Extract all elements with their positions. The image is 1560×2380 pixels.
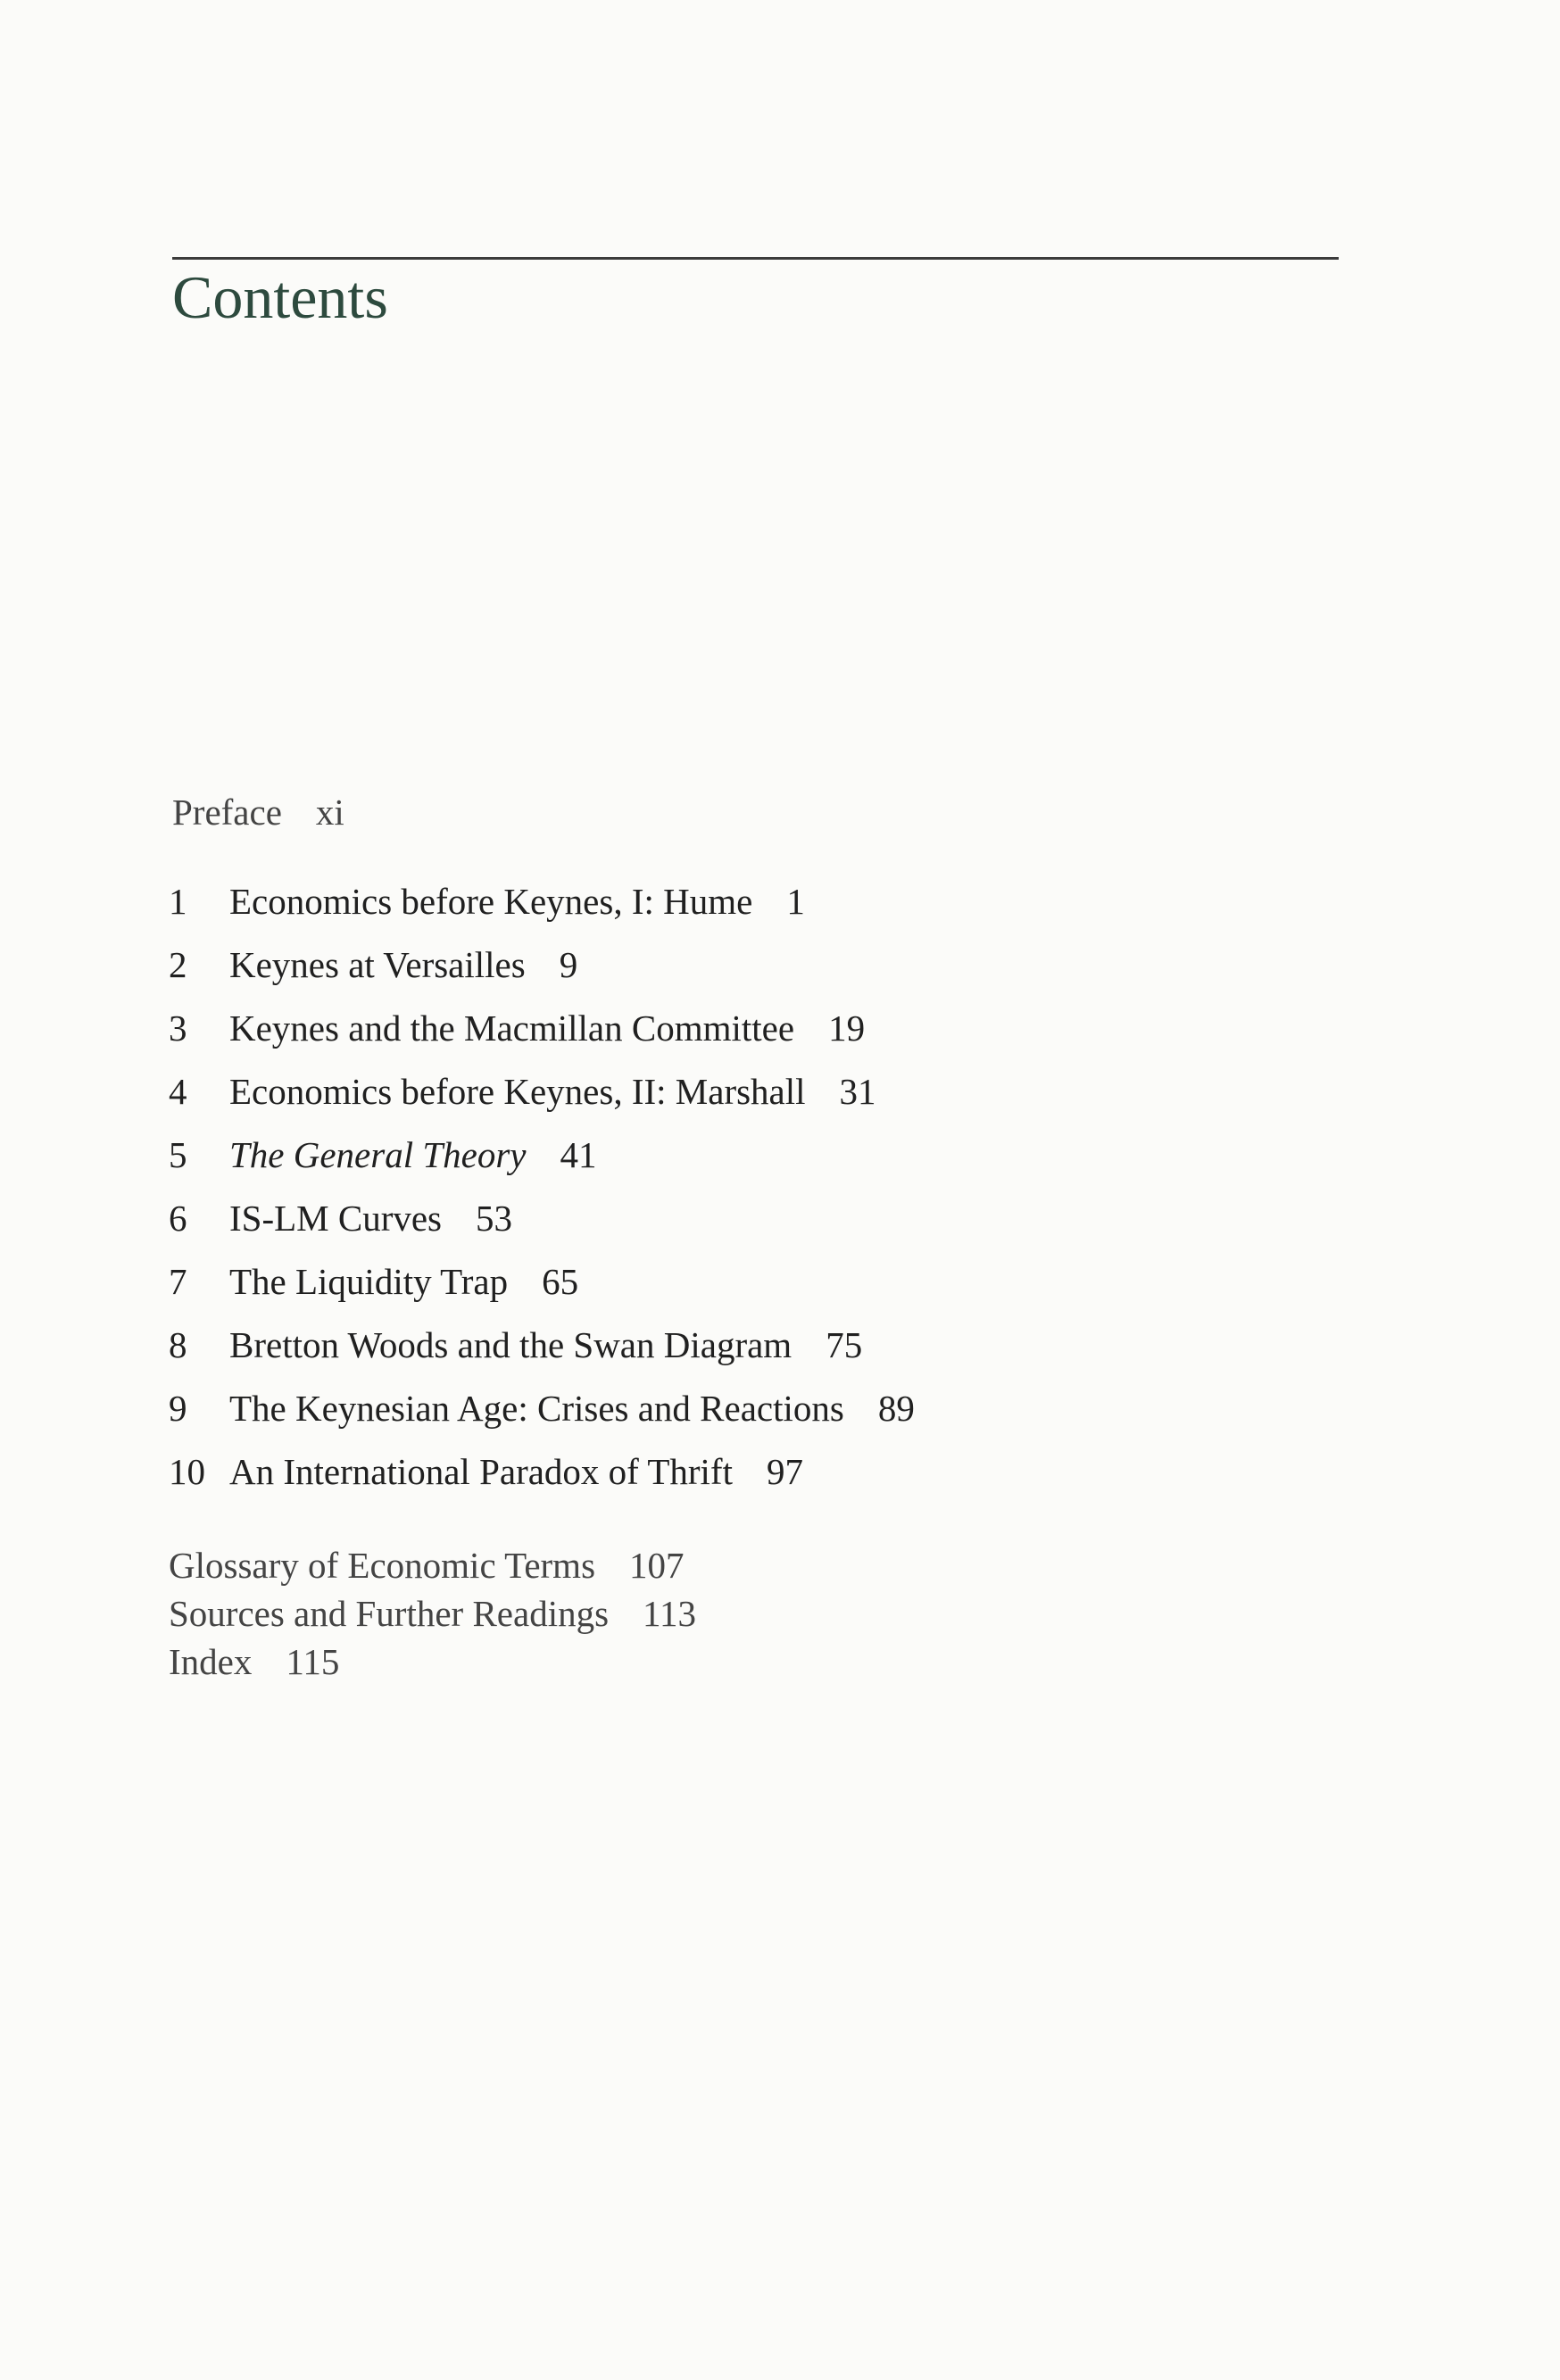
chapter-title: Keynes at Versailles <box>229 944 526 985</box>
toc-chapter <box>169 1318 915 1381</box>
chapter-number: 2 <box>169 944 187 985</box>
toc-chapter <box>169 1001 915 1065</box>
chapter-title: Economics before Keynes, II: Marshall <box>229 1071 806 1112</box>
page-title: Contents <box>172 263 388 331</box>
chapter-page: 75 <box>826 1324 863 1365</box>
toc-chapter <box>169 938 915 1001</box>
toc-chapter <box>169 1381 915 1445</box>
chapter-number: 5 <box>169 1134 187 1175</box>
back-matter-list <box>169 1542 696 1687</box>
chapter-number: 9 <box>169 1388 187 1429</box>
chapter-number: 4 <box>169 1071 187 1112</box>
toc-front-matter <box>172 785 344 839</box>
chapter-title: Keynes and the Macmillan Committee <box>229 1008 795 1049</box>
chapter-number: 8 <box>169 1324 187 1365</box>
chapter-page: 9 <box>559 944 578 985</box>
back-item-label: Index <box>169 1641 253 1682</box>
chapter-page: 41 <box>560 1134 597 1175</box>
chapter-number: 6 <box>169 1198 187 1239</box>
chapter-page: 89 <box>877 1388 915 1429</box>
toc-back-item <box>169 1590 696 1638</box>
toc-chapter <box>169 1445 915 1508</box>
chapter-page: 65 <box>542 1261 579 1302</box>
toc-back-item <box>169 1542 696 1590</box>
chapter-number: 7 <box>169 1261 187 1302</box>
chapter-page: 97 <box>766 1451 803 1492</box>
chapter-number: 1 <box>169 881 187 922</box>
chapter-list <box>169 875 915 1508</box>
chapter-number: 10 <box>169 1451 205 1492</box>
chapter-title: Economics before Keynes, I: Hume <box>229 881 753 922</box>
front-matter-page: xi <box>315 792 344 833</box>
chapter-page: 1 <box>786 881 805 922</box>
back-item-label: Glossary of Economic Terms <box>169 1545 596 1586</box>
chapter-title: An International Paradox of Thrift <box>229 1451 733 1492</box>
chapter-title: Bretton Woods and the Swan Diagram <box>229 1324 792 1365</box>
toc-chapter <box>169 1191 915 1255</box>
toc-chapter <box>169 1255 915 1318</box>
toc-chapter <box>169 1065 915 1128</box>
toc-back-item <box>169 1638 696 1687</box>
back-item-page: 107 <box>629 1545 685 1586</box>
chapter-title: The General Theory <box>229 1134 527 1175</box>
back-item-page: 113 <box>643 1593 697 1634</box>
chapter-number: 3 <box>169 1008 187 1049</box>
chapter-title: The Liquidity Trap <box>229 1261 509 1302</box>
toc-chapter <box>169 1128 915 1191</box>
back-item-page: 115 <box>286 1641 340 1682</box>
chapter-title: The Keynesian Age: Crises and Reactions <box>229 1388 844 1429</box>
chapter-title: IS-LM Curves <box>229 1198 443 1239</box>
chapter-page: 53 <box>476 1198 513 1239</box>
chapter-page: 19 <box>828 1008 866 1049</box>
back-item-label: Sources and Further Readings <box>169 1593 610 1634</box>
chapter-page: 31 <box>839 1071 876 1112</box>
front-matter-label: Preface <box>172 792 282 833</box>
heading-rule <box>172 257 1339 260</box>
toc-chapter <box>169 875 915 938</box>
